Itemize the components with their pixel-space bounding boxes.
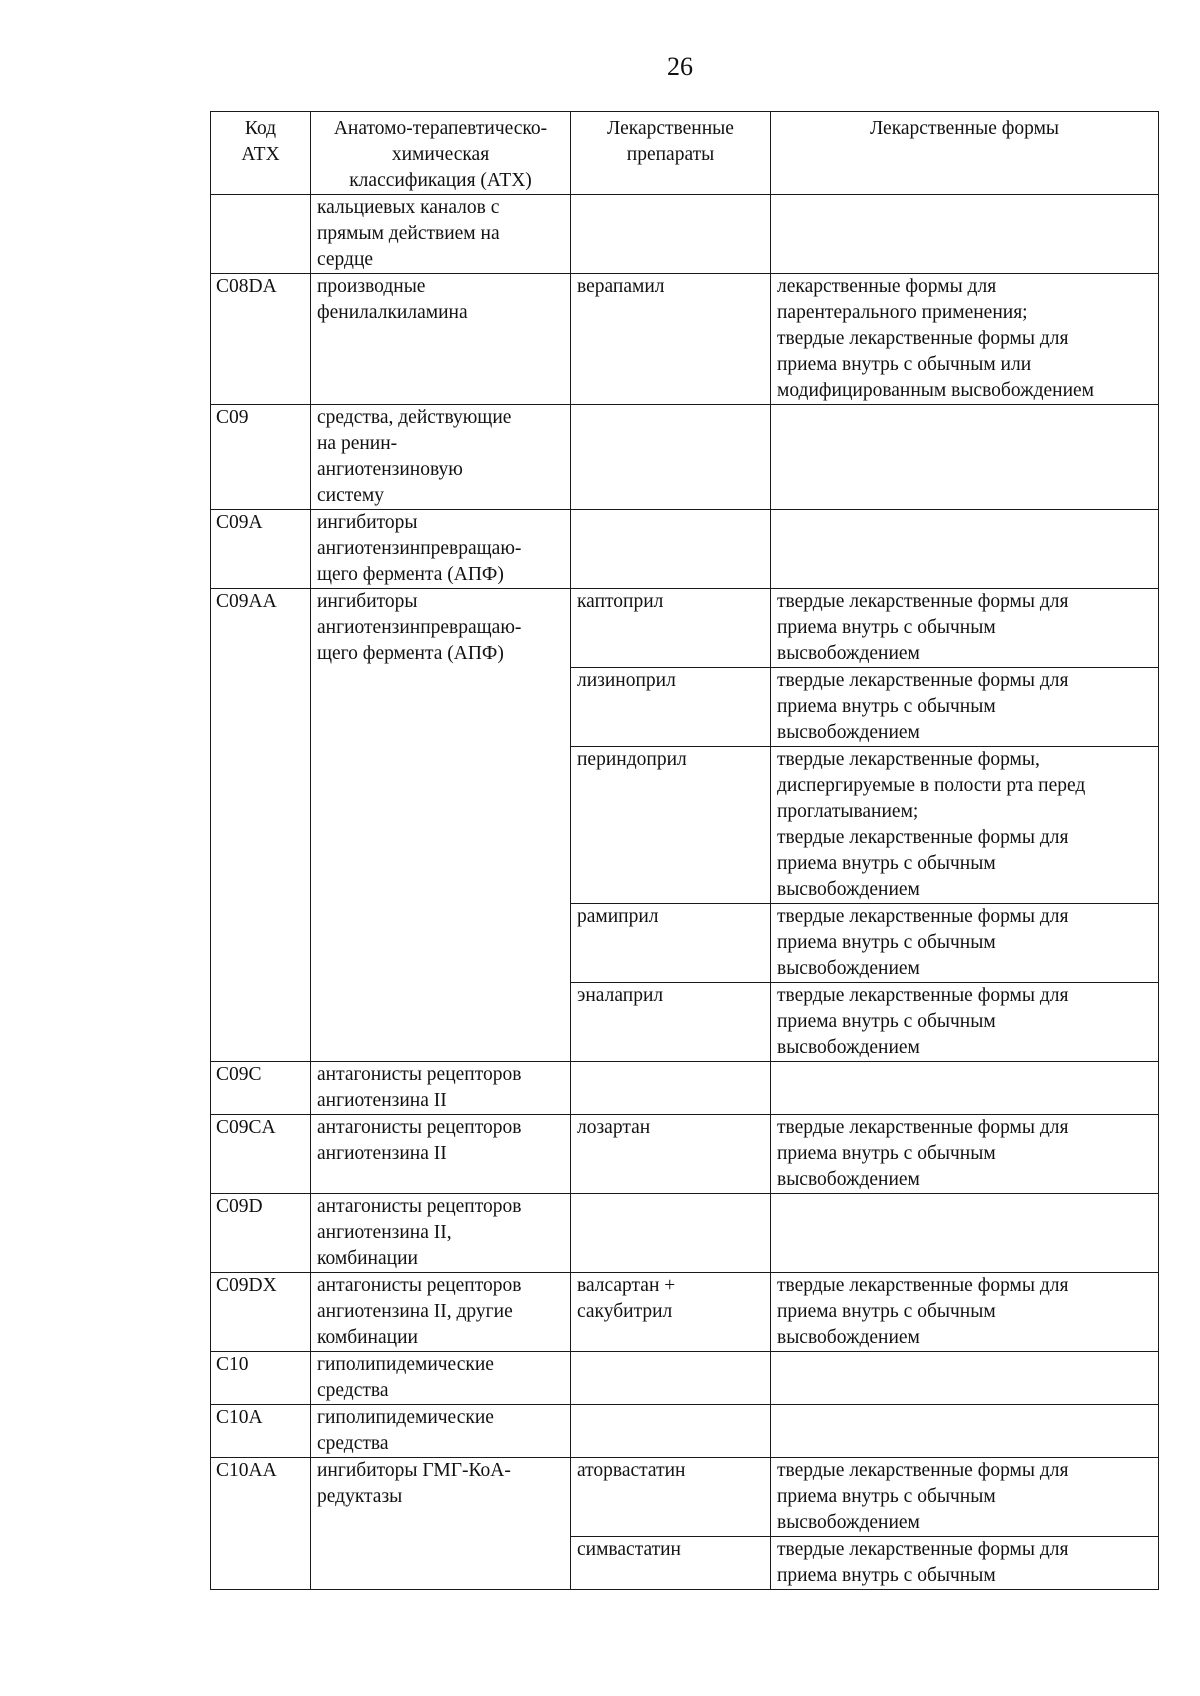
- dosage-form-line: приема внутрь с обычным: [777, 696, 996, 717]
- header-forms: Лекарственные формы: [771, 112, 1159, 195]
- dosage-form-line: приема внутрь с обычным: [777, 1565, 996, 1586]
- table-row: [211, 1273, 1159, 1352]
- classification-line: комбинации: [317, 1327, 418, 1348]
- atc-classification-cell: [311, 1405, 571, 1458]
- atc-code-cell: C09AA: [211, 589, 311, 1062]
- dosage-form-line: твердые лекарственные формы для: [777, 827, 1069, 848]
- classification-line: ангиотензина II, другие: [317, 1301, 513, 1322]
- classification-line: гиполипидемические: [317, 1354, 494, 1375]
- atc-classification-cell: [311, 1352, 571, 1405]
- dosage-form-line: лекарственные формы для: [777, 276, 997, 297]
- atc-table: [210, 111, 1159, 1590]
- classification-line: средства, действующие: [317, 407, 512, 428]
- table-row: [211, 195, 1159, 274]
- classification-line: щего фермента (АПФ): [317, 643, 504, 664]
- classification-line: редуктазы: [317, 1486, 403, 1507]
- dosage-forms-cell: [771, 1537, 1159, 1590]
- dosage-form-line: высвобождением: [777, 1327, 920, 1348]
- table-body: [211, 195, 1159, 1590]
- drug-cell: [571, 747, 771, 904]
- atc-code-cell: C09DX: [211, 1273, 311, 1352]
- dosage-forms-cell: [771, 274, 1159, 405]
- dosage-form-line: приема внутрь с обычным: [777, 853, 996, 874]
- classification-line: сердце: [317, 249, 374, 270]
- table-row: [211, 405, 1159, 510]
- dosage-forms-cell: [771, 1458, 1159, 1537]
- atc-classification-cell: [311, 1458, 571, 1590]
- dosage-form-line: высвобождением: [777, 1512, 920, 1533]
- dosage-forms-cell: [771, 1062, 1159, 1115]
- table-row: [211, 274, 1159, 405]
- classification-line: комбинации: [317, 1248, 418, 1269]
- classification-line: на ренин-: [317, 433, 398, 454]
- dosage-form-line: высвобождением: [777, 879, 920, 900]
- dosage-form-line: приема внутрь с обычным или: [777, 354, 1032, 375]
- dosage-form-line: высвобождением: [777, 643, 920, 664]
- dosage-form-line: твердые лекарственные формы для: [777, 670, 1069, 691]
- atc-classification-cell: [311, 1062, 571, 1115]
- classification-line: антагонисты рецепторов: [317, 1275, 522, 1296]
- dosage-form-line: высвобождением: [777, 722, 920, 743]
- table-row: [211, 1405, 1159, 1458]
- classification-line: кальциевых каналов с: [317, 197, 500, 218]
- dosage-form-line: твердые лекарственные формы,: [777, 749, 1040, 770]
- classification-line: ангиотензина II: [317, 1143, 447, 1164]
- atc-classification-cell: [311, 1115, 571, 1194]
- dosage-forms-cell: [771, 195, 1159, 274]
- classification-line: антагонисты рецепторов: [317, 1117, 522, 1138]
- atc-code-cell: C09D: [211, 1194, 311, 1273]
- drug-name-line: верапамил: [577, 276, 665, 297]
- dosage-form-line: твердые лекарственные формы для: [777, 985, 1069, 1006]
- dosage-forms-cell: [771, 983, 1159, 1062]
- drug-cell: [571, 1273, 771, 1352]
- atc-code-cell: C09CA: [211, 1115, 311, 1194]
- classification-line: прямым действием на: [317, 223, 500, 244]
- atc-classification-cell: [311, 1194, 571, 1273]
- atc-classification-cell: [311, 274, 571, 405]
- drug-cell: [571, 1352, 771, 1405]
- atc-code-cell: C09C: [211, 1062, 311, 1115]
- classification-line: ангиотензинпревращаю-: [317, 538, 522, 559]
- classification-line: ангиотензинпревращаю-: [317, 617, 522, 638]
- table-row: [211, 589, 1159, 668]
- classification-line: систему: [317, 485, 385, 506]
- dosage-forms-cell: [771, 405, 1159, 510]
- atc-classification-cell: [311, 510, 571, 589]
- drug-cell: [571, 1115, 771, 1194]
- atc-classification-cell: [311, 589, 571, 1062]
- dosage-forms-cell: [771, 1115, 1159, 1194]
- drug-name-line: сакубитрил: [577, 1301, 673, 1322]
- dosage-form-line: модифицированным высвобождением: [777, 380, 1095, 401]
- dosage-form-line: твердые лекарственные формы для: [777, 591, 1069, 612]
- dosage-form-line: приема внутрь с обычным: [777, 617, 996, 638]
- classification-line: антагонисты рецепторов: [317, 1064, 522, 1085]
- drug-cell: [571, 1405, 771, 1458]
- dosage-form-line: приема внутрь с обычным: [777, 1301, 996, 1322]
- classification-line: ингибиторы ГМГ-КоА-: [317, 1460, 511, 1481]
- dosage-form-line: твердые лекарственные формы для: [777, 1117, 1069, 1138]
- dosage-form-line: твердые лекарственные формы для: [777, 1539, 1069, 1560]
- dosage-forms-cell: [771, 904, 1159, 983]
- dosage-form-line: высвобождением: [777, 1037, 920, 1058]
- drug-cell: [571, 1458, 771, 1537]
- header-classification: Анатомо-терапевтическо- химическая классификация (АТХ): [311, 112, 571, 195]
- atc-code-cell: C09: [211, 405, 311, 510]
- dosage-form-line: приема внутрь с обычным: [777, 1143, 996, 1164]
- drug-name-line: симвастатин: [577, 1539, 681, 1560]
- header-drugs: Лекарственные препараты: [571, 112, 771, 195]
- classification-line: ангиотензина II,: [317, 1222, 452, 1243]
- drug-cell: [571, 983, 771, 1062]
- dosage-forms-cell: [771, 1273, 1159, 1352]
- classification-line: средства: [317, 1433, 389, 1454]
- drug-name-line: валсартан +: [577, 1275, 676, 1296]
- classification-line: ангиотензиновую: [317, 459, 463, 480]
- drug-name-line: эналаприл: [577, 985, 664, 1006]
- classification-line: ингибиторы: [317, 512, 418, 533]
- dosage-forms-cell: [771, 1405, 1159, 1458]
- drug-cell: [571, 195, 771, 274]
- drug-cell: [571, 510, 771, 589]
- table-row: [211, 1194, 1159, 1273]
- dosage-form-line: твердые лекарственные формы для: [777, 906, 1069, 927]
- drug-name-line: аторвастатин: [577, 1460, 686, 1481]
- drug-cell: [571, 1537, 771, 1590]
- atc-code-cell: C10AA: [211, 1458, 311, 1590]
- dosage-form-line: приема внутрь с обычным: [777, 1486, 996, 1507]
- drug-cell: [571, 668, 771, 747]
- table-row: [211, 510, 1159, 589]
- dosage-form-line: приема внутрь с обычным: [777, 1011, 996, 1032]
- classification-line: производные: [317, 276, 426, 297]
- atc-classification-cell: [311, 405, 571, 510]
- dosage-form-line: высвобождением: [777, 1169, 920, 1190]
- drug-cell: [571, 1194, 771, 1273]
- atc-code-cell: C09A: [211, 510, 311, 589]
- drug-name-line: рамиприл: [577, 906, 659, 927]
- drug-name-line: лозартан: [577, 1117, 651, 1138]
- table-row: [211, 1352, 1159, 1405]
- atc-classification-cell: [311, 195, 571, 274]
- dosage-form-line: парентерального применения;: [777, 302, 1028, 323]
- classification-line: средства: [317, 1380, 389, 1401]
- classification-line: ингибиторы: [317, 591, 418, 612]
- classification-line: щего фермента (АПФ): [317, 564, 504, 585]
- dosage-form-line: диспергируемые в полости рта перед: [777, 775, 1086, 796]
- classification-line: фенилалкиламина: [317, 302, 468, 323]
- atc-code-cell: [211, 195, 311, 274]
- drug-cell: [571, 405, 771, 510]
- classification-line: ангиотензина II: [317, 1090, 447, 1111]
- classification-line: гиполипидемические: [317, 1407, 494, 1428]
- drug-name-line: каптоприл: [577, 591, 664, 612]
- drug-cell: [571, 1062, 771, 1115]
- drug-name-line: лизиноприл: [577, 670, 676, 691]
- dosage-form-line: приема внутрь с обычным: [777, 932, 996, 953]
- drug-cell: [571, 589, 771, 668]
- atc-code-cell: C08DA: [211, 274, 311, 405]
- atc-code-cell: C10A: [211, 1405, 311, 1458]
- dosage-forms-cell: [771, 510, 1159, 589]
- dosage-forms-cell: [771, 668, 1159, 747]
- classification-line: антагонисты рецепторов: [317, 1196, 522, 1217]
- dosage-form-line: твердые лекарственные формы для: [777, 328, 1069, 349]
- table-row: [211, 1115, 1159, 1194]
- dosage-forms-cell: [771, 1352, 1159, 1405]
- atc-code-cell: C10: [211, 1352, 311, 1405]
- drug-name-line: периндоприл: [577, 749, 687, 770]
- dosage-form-line: твердые лекарственные формы для: [777, 1275, 1069, 1296]
- table-row: [211, 1062, 1159, 1115]
- dosage-forms-cell: [771, 747, 1159, 904]
- dosage-form-line: проглатыванием;: [777, 801, 919, 822]
- dosage-forms-cell: [771, 589, 1159, 668]
- table-row: [211, 1458, 1159, 1537]
- dosage-form-line: твердые лекарственные формы для: [777, 1460, 1069, 1481]
- header-code: Код АТХ: [211, 112, 311, 195]
- page-number: 26: [667, 52, 693, 81]
- atc-classification-cell: [311, 1273, 571, 1352]
- dosage-form-line: высвобождением: [777, 958, 920, 979]
- drug-cell: [571, 904, 771, 983]
- drug-cell: [571, 274, 771, 405]
- dosage-forms-cell: [771, 1194, 1159, 1273]
- table-header-row: [211, 112, 1159, 195]
